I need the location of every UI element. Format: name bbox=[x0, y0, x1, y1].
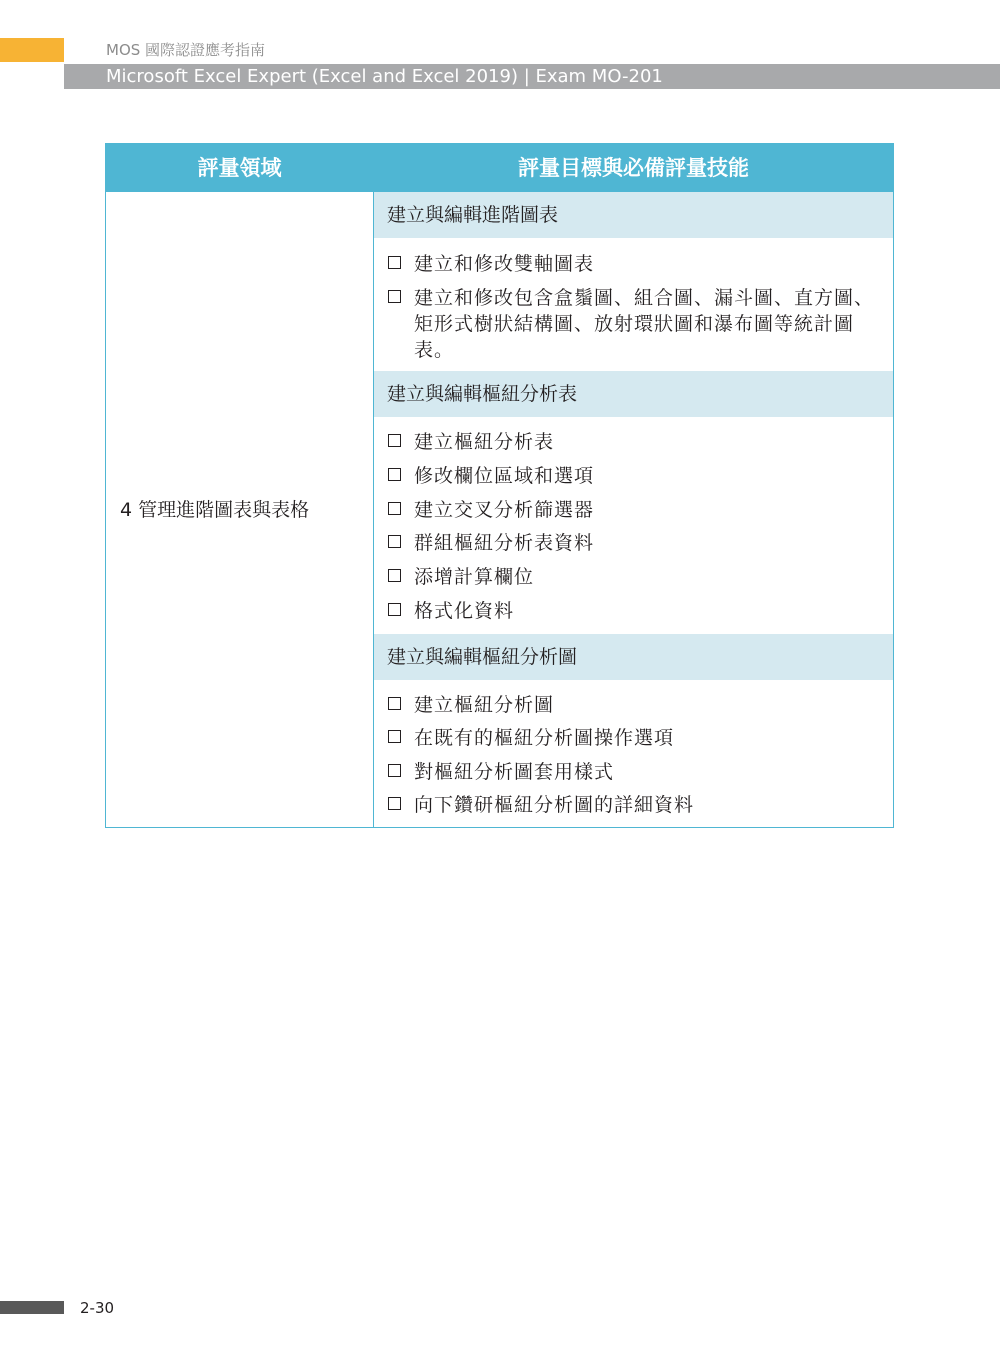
series-title: MOS 國際認證應考指南 bbox=[106, 41, 266, 59]
list-item-text: 在既有的樞紐分析圖操作選項 bbox=[414, 727, 675, 749]
book-title: Microsoft Excel Expert (Excel and Excel 2019) | Exam MO-201 bbox=[106, 66, 663, 87]
checkbox-icon bbox=[388, 797, 401, 810]
column-header-domain: 評量領域 bbox=[197, 156, 282, 180]
column-divider bbox=[373, 144, 374, 827]
list-item bbox=[388, 692, 888, 718]
checkbox-icon bbox=[388, 468, 401, 481]
checkbox-icon bbox=[388, 502, 401, 515]
section-heading: 建立與編輯樞紐分析圖 bbox=[374, 634, 893, 680]
checkbox-icon bbox=[388, 256, 401, 269]
list-item-text: 添增計算欄位 bbox=[414, 566, 535, 588]
list-item bbox=[388, 251, 888, 277]
checkbox-icon bbox=[388, 434, 401, 447]
list-item bbox=[388, 598, 888, 624]
exam-objectives-table bbox=[105, 143, 894, 828]
domain-cell: 4 管理進階圖表與表格 bbox=[120, 499, 310, 521]
checkbox-icon bbox=[388, 535, 401, 548]
page-number-bar bbox=[0, 1301, 64, 1314]
checkbox-icon bbox=[388, 764, 401, 777]
checkbox-icon bbox=[388, 569, 401, 582]
list-item-text: 格式化資料 bbox=[414, 600, 515, 622]
list-item bbox=[388, 429, 888, 455]
column-header-objectives: 評量目標與必備評量技能 bbox=[518, 156, 749, 180]
list-item-text: 群組樞紐分析表資料 bbox=[414, 532, 595, 554]
list-item bbox=[388, 497, 888, 523]
list-item bbox=[388, 725, 888, 751]
list-item-text: 對樞紐分析圖套用樣式 bbox=[414, 761, 615, 783]
section-heading: 建立與編輯樞紐分析表 bbox=[374, 371, 893, 417]
table-header-row bbox=[106, 144, 893, 192]
list-item bbox=[388, 285, 888, 363]
list-item bbox=[388, 463, 888, 489]
list-item-text: 建立交叉分析篩選器 bbox=[414, 499, 595, 521]
checkbox-icon bbox=[388, 603, 401, 616]
list-item-text: 建立和修改包含盒鬚圖、組合圖、漏斗圖、直方圖、矩形式樹狀結構圖、放射環狀圖和瀑布圖等統計圖表。 bbox=[414, 287, 875, 361]
list-item bbox=[388, 759, 888, 785]
checkbox-icon bbox=[388, 697, 401, 710]
list-item-text: 建立和修改雙軸圖表 bbox=[414, 253, 595, 275]
list-item-text: 修改欄位區域和選項 bbox=[414, 465, 595, 487]
list-item bbox=[388, 792, 888, 818]
checkbox-icon bbox=[388, 290, 401, 303]
list-item-text: 向下鑽研樞紐分析圖的詳細資料 bbox=[414, 794, 695, 816]
list-item bbox=[388, 530, 888, 556]
list-item bbox=[388, 564, 888, 590]
list-item-text: 建立樞紐分析表 bbox=[414, 431, 555, 453]
page-number: 2-30 bbox=[80, 1299, 115, 1317]
section-heading: 建立與編輯進階圖表 bbox=[374, 192, 893, 238]
list-item-text: 建立樞紐分析圖 bbox=[414, 694, 555, 716]
orange-corner-tab bbox=[0, 38, 64, 62]
checkbox-icon bbox=[388, 730, 401, 743]
